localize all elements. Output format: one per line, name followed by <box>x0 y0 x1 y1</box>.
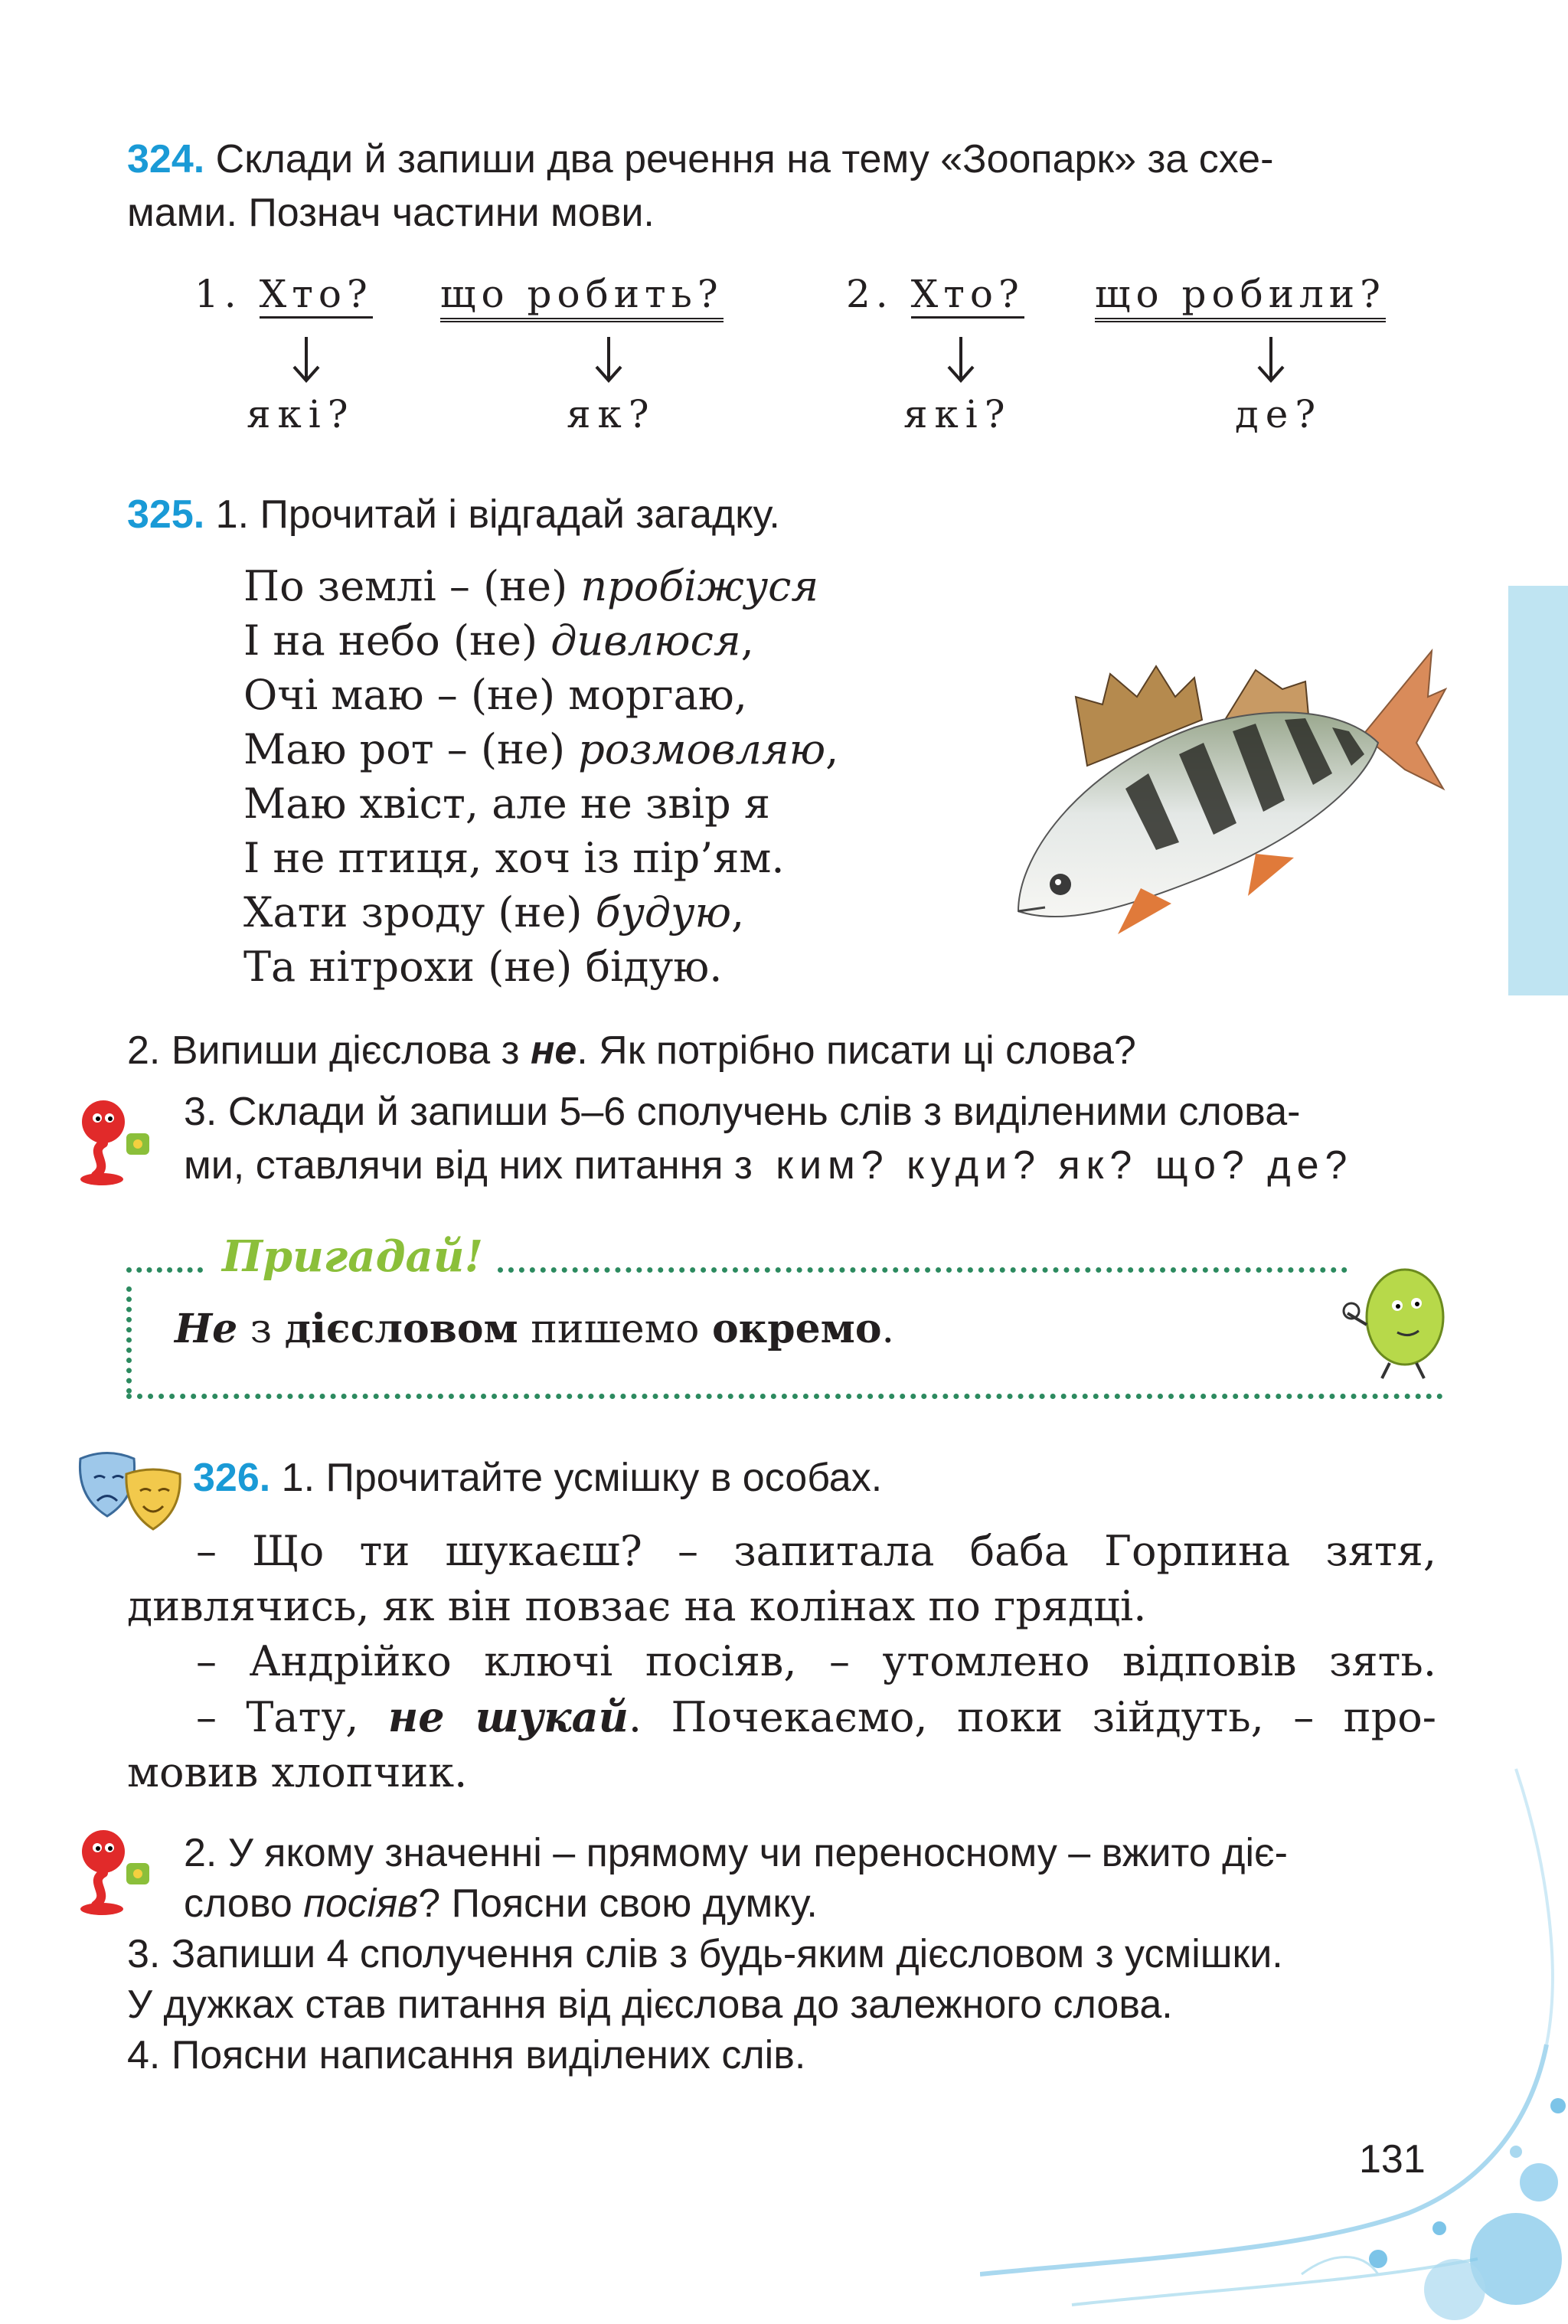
ex326-number: 326. <box>193 1456 271 1500</box>
scheme2-row <box>846 272 1024 319</box>
ex326-task2-line2: слово посіяв? Поясни свою думку. <box>184 1881 818 1926</box>
pen-mascot-icon <box>65 1091 172 1191</box>
ex325-task1: 1. Прочитай і відгадай загадку. <box>215 492 780 537</box>
poem-line: Хати зроду (не) будую, <box>243 888 745 936</box>
ex326-task2-line1: 2. У якому значенні – прямому чи переносному – вжито діє- <box>184 1831 1288 1875</box>
highlight-ne: не <box>530 1028 577 1073</box>
poem-line: Маю хвіст, але не звір я <box>243 780 770 828</box>
box-border-left <box>126 1286 132 1394</box>
down-arrow-icon <box>938 333 984 387</box>
ex324-number: 324. <box>127 137 205 181</box>
poem-line: По землі – (не) пробіжуся <box>243 562 819 610</box>
perch-fish-illustration <box>1003 590 1447 950</box>
poem-line: І не птиця, хоч із пір’ям. <box>243 834 785 882</box>
scheme1-subject: Хто? <box>260 272 373 319</box>
scheme1-q-predicate: як? <box>567 392 656 436</box>
ex326-task1: 1. Прочитайте усмішку в особах. <box>281 1456 883 1500</box>
questions-list: з ким? куди? як? що? де? <box>733 1143 1354 1188</box>
poem-line: Та нітрохи (не) бідую. <box>243 943 723 991</box>
box-border-top-left <box>126 1267 203 1273</box>
dialog-line: – Андрійко ключі посіяв, – утомлено відповів зять. <box>196 1637 1436 1685</box>
ex325-task2: 2. Випиши дієслова з не. Як потрібно писати ці слова? <box>127 1028 1136 1073</box>
scheme2-predicate-wrap <box>1095 272 1386 322</box>
scheme2-predicate: що робили? <box>1095 272 1386 322</box>
side-tab <box>1508 586 1568 995</box>
scheme1-predicate: що робить? <box>440 272 724 322</box>
remember-rule: Не з дієсловом пишемо окремо. <box>175 1306 895 1352</box>
ex326-task3-line1: 3. Запиши 4 сполучення слів з будь-яким дієсловом з усмішки. <box>127 1932 1283 1976</box>
green-character-icon <box>1336 1256 1459 1386</box>
ex325-task3-line2: ми, ставлячи від них питання з ким? куди? як? що? де? <box>184 1143 1354 1188</box>
scheme2-subject: Хто? <box>911 272 1024 319</box>
highlight-ne-shukai: не шукай <box>387 1692 629 1741</box>
down-arrow-icon <box>283 333 329 387</box>
pen-mascot-icon <box>65 1821 172 1920</box>
scheme1-row <box>194 272 373 319</box>
highlight-posiyav: посіяв <box>303 1881 419 1926</box>
poem-line: І на небо (не) дивлюся, <box>243 616 754 665</box>
ex324-text1: Склади й запиши два речення на тему «Зоопарк» за схе- <box>215 137 1274 181</box>
scheme1-predicate-wrap <box>440 272 724 322</box>
scheme2-num: 2. <box>846 272 893 316</box>
ex324-line1 <box>127 135 1273 184</box>
poem-line: Очі маю – (не) моргаю, <box>243 671 747 719</box>
ex326-heading <box>193 1453 882 1502</box>
down-arrow-icon <box>586 333 632 387</box>
poem-line: Маю рот – (не) розмовляю, <box>243 725 839 773</box>
scheme2-q-subject: які? <box>903 392 1012 436</box>
dialog-line: мовив хлопчик. <box>127 1748 468 1796</box>
dialog-line: – Що ти шукаєш? – запитала баба Горпина зятя, <box>196 1527 1436 1575</box>
floral-decoration <box>980 1723 1568 2324</box>
scheme1-num: 1. <box>194 272 242 316</box>
scheme1-q-subject: які? <box>247 392 355 436</box>
ex324-text2: мами. Познач частини мови. <box>127 191 655 235</box>
ex325-number: 325. <box>127 492 205 537</box>
box-border-top-right <box>498 1267 1348 1273</box>
dialog-line: дивлячись, як він повзає на колінах по грядці. <box>127 1582 1147 1630</box>
scheme2-q-predicate: де? <box>1235 392 1323 436</box>
riddle-poem <box>243 559 838 994</box>
page-number: 131 <box>1359 2137 1426 2182</box>
dialog-line: – Тату, не шукай. Почекаємо, поки зійдуть, – про- <box>196 1692 1436 1741</box>
ex325-heading <box>127 490 780 539</box>
ex326-task4: 4. Поясни написання виділених слів. <box>127 2033 806 2077</box>
ex326-task3-line2: У дужках став питання від дієслова до залежного слова. <box>127 1982 1173 2027</box>
box-border-bottom <box>126 1394 1443 1399</box>
ex325-task3-line1: 3. Склади й запиши 5–6 сполучень слів з виділеними слова- <box>184 1090 1301 1134</box>
theatre-masks-icon <box>73 1443 188 1535</box>
remember-title: Пригадай! <box>222 1231 484 1282</box>
down-arrow-icon <box>1248 333 1294 387</box>
